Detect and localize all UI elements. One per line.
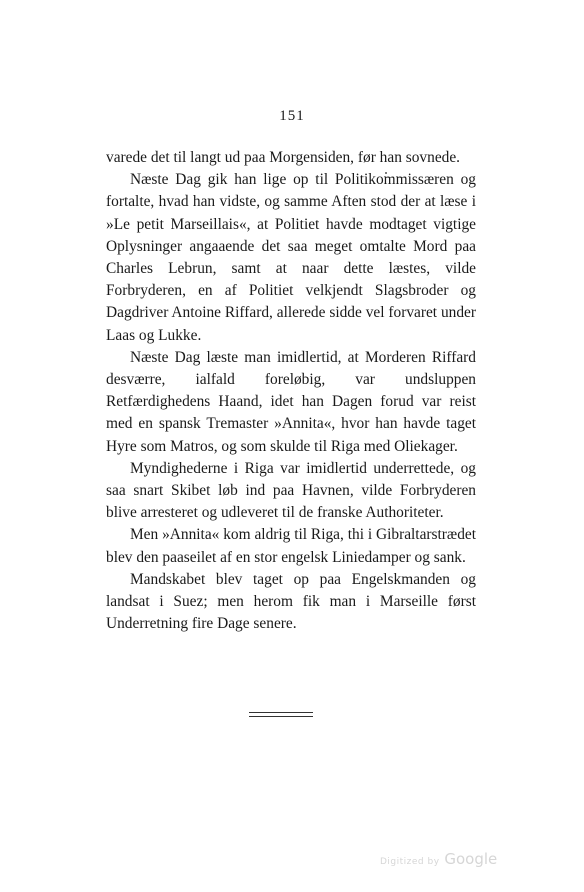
paragraph-5: Men »Annita« kom aldrig til Riga, thi i Gibraltarstrædet blev den paaseilet af en stor engelsk Liniedamper og sank. [106,526,476,566]
paragraph-4: Myndighederne i Riga var imidlertid underrettede, og saa snart Skibet løb ind paa Havnen, vilde Forbryderen blive arresteret og udleveret til de franske Authoriteter. [106,459,476,522]
paragraph-1: varede det til langt ud paa Morgensiden, før han sovnede. [106,149,461,166]
paragraph-6: Mandskabet blev taget op paa Engelskmanden og landsat i Suez; men herom fik man i Marseille først Underretning fire Dage senere. [106,570,476,633]
digitization-watermark [380,850,497,868]
end-rule-top [249,712,313,713]
watermark-brand: Google [444,850,498,868]
watermark-prefix: Digitized by [380,857,440,867]
end-rule-bottom [249,716,313,717]
body-text [106,147,476,635]
paragraph-2: Næste Dag gik han lige op til Politikommissæren og fortalte, hvad han vidste, og samme Aften stod der at læse i »Le petit Marseillais«, at Politiet havde modtaget vigtige Oplysninger angaaende det saa meget omtalte Mord paa Charles Lebrun, samt at naar dette læstes, vilde Forbryderen, en af Politiet velkjendt Slagsbroder og Dagdriver Antoine Riffard, allerede sidde vel forvaret under Laas og Lukke. [106,171,476,344]
paragraph-3: Næste Dag læste man imidlertid, at Morderen Riffard desværre, ialfald foreløbig, var undsluppen Retfærdighedens Haand, idet han Dagen forud var reist med en spansk Tremaster »Annita«, hvor han havde taget Hyre som Matros, og som skulde til Riga med Oliekager. [106,348,476,455]
page-number: 151 [279,108,305,124]
